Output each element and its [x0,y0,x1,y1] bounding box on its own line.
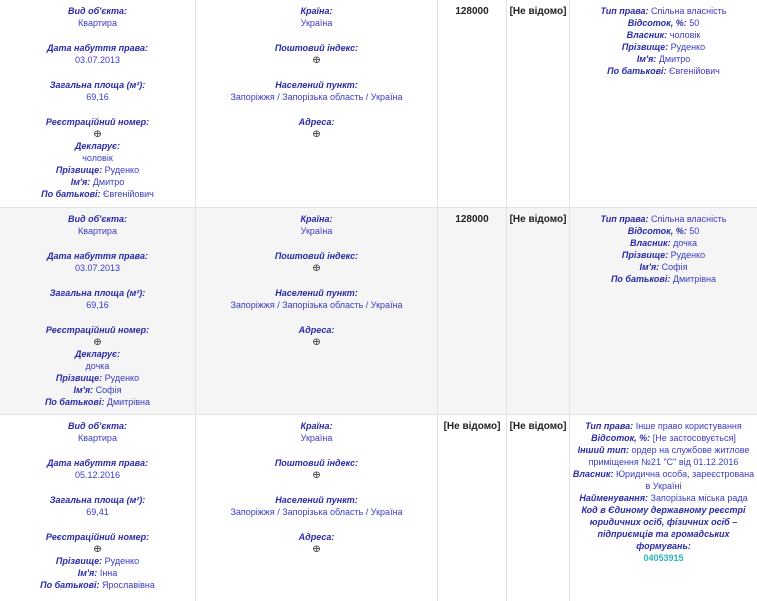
percent-label: Відсоток, %: [627,18,687,28]
surname-value: Руденко [104,556,140,566]
confidential-icon: ⴲ [93,544,102,554]
right-type-value: Спільна власність [651,214,727,224]
patronymic-value: Дмитрівна [672,274,717,284]
percent-label: Відсоток, %: [591,433,651,443]
acq-date-label: Дата набуття права: [47,458,148,468]
country-value: Україна [300,433,333,443]
table-row [0,207,757,415]
area-label: Загальна площа (м²): [49,288,146,298]
acq-date-label: Дата набуття права: [47,251,148,261]
object-cell [0,415,196,601]
name-value: Дмитро [658,54,691,64]
cost2-value: [Не відомо] [509,6,567,17]
address-label: Адреса: [298,117,335,127]
confidential-icon: ⴲ [93,337,102,347]
name-label: Ім'я: [73,385,94,395]
percent-value: 50 [689,226,700,236]
acq-date-label: Дата набуття права: [47,43,148,53]
locality-value: Запоріжжя / Запорізька область / Україна [230,92,403,102]
surname-label: Прізвище: [55,165,103,175]
other-type-value: ордер на службове житлове [631,445,750,455]
area-value: 69,16 [86,92,109,102]
name-label: Ім'я: [636,54,657,64]
address-cell [196,208,438,415]
locality-label: Населений пункт: [275,495,358,505]
percent-value: 50 [689,18,700,28]
address-cell [196,415,438,601]
confidential-icon: ⴲ [312,470,321,480]
owner-value: Юридична особа, зареєстрована [615,469,755,479]
entity-name-value: Запорізька міська рада [650,493,748,503]
area-value: 69,41 [86,507,109,517]
address-cell [196,0,438,207]
object-type-label: Вид об'єкта: [68,214,127,224]
acq-date-value: 03.07.2013 [74,263,121,273]
cost2-cell [507,208,570,415]
cost-cell [438,208,507,415]
object-type-value: Квартира [78,226,117,236]
other-type-value-cont: приміщення №21 "С" від 01.12.2016 [588,457,739,467]
percent-label: Відсоток, %: [627,226,687,236]
postcode-label: Поштовий індекс: [274,251,359,261]
confidential-icon: ⴲ [312,129,321,139]
patronymic-value: Євгенійович [103,189,154,199]
surname-value: Руденко [104,165,140,175]
cost-cell [438,415,507,601]
name-label: Ім'я: [77,568,98,578]
object-type-value: Квартира [78,18,117,28]
confidential-icon: ⴲ [93,129,102,139]
registry-code-label: Код в Єдиному державному реєстрі [581,505,746,515]
declarant-label: Декларує: [74,141,121,151]
address-label: Адреса: [298,325,335,335]
confidential-icon: ⴲ [312,55,321,65]
confidential-icon: ⴲ [312,544,321,554]
cost2-value: [Не відомо] [509,214,567,225]
patronymic-value: Ярославівна [102,580,155,590]
country-label: Країна: [300,421,333,431]
reg-label: Реєстраційний номер: [45,325,150,335]
rights-cell [570,0,757,207]
confidential-icon: ⴲ [312,263,321,273]
owner-label: Власник: [626,30,668,40]
country-value: Україна [300,226,333,236]
object-cell [0,208,196,415]
area-value: 69,16 [86,300,109,310]
country-value: Україна [300,18,333,28]
rights-cell [570,415,757,601]
table-row [0,414,757,601]
postcode-label: Поштовий індекс: [274,43,359,53]
object-type-label: Вид об'єкта: [68,421,127,431]
cost-value: 128000 [455,6,489,17]
right-type-label: Тип права: [600,214,649,224]
right-type-label: Тип права: [585,421,634,431]
locality-value: Запоріжжя / Запорізька область / Україна [230,507,403,517]
owner-value: дочка [673,238,697,248]
locality-label: Населений пункт: [275,80,358,90]
acq-date-value: 03.07.2013 [74,55,121,65]
declarant-value: дочка [85,361,110,371]
name-value: Софія [661,262,688,272]
cost-cell [438,0,507,207]
surname-value: Руденко [104,373,140,383]
percent-value: [Не застосовується] [652,433,736,443]
registry-code-link[interactable]: 04053915 [643,553,684,563]
surname-label: Прізвище: [621,250,669,260]
acq-date-value: 05.12.2016 [74,470,121,480]
object-type-label: Вид об'єкта: [68,6,127,16]
name-value: Інна [99,568,118,578]
owner-value: чоловік [669,30,701,40]
cost2-cell [507,415,570,601]
surname-value: Руденко [670,250,706,260]
patronymic-label: По батькові: [610,274,671,284]
area-label: Загальна площа (м²): [49,80,146,90]
cost-value: [Не відомо] [443,421,501,432]
cost2-value: [Не відомо] [509,421,567,432]
locality-value: Запоріжжя / Запорізька область / Україна [230,300,403,310]
owner-label: Власник: [572,469,614,479]
owner-label: Власник: [629,238,671,248]
object-cell [0,0,196,207]
patronymic-label: По батькові: [44,397,105,407]
entity-name-label: Найменування: [579,493,648,503]
patronymic-value: Дмитрівна [106,397,151,407]
declarant-label: Декларує: [74,349,121,359]
cost-value: 128000 [455,214,489,225]
address-label: Адреса: [298,532,335,542]
surname-label: Прізвище: [55,373,103,383]
reg-label: Реєстраційний номер: [45,532,150,542]
area-label: Загальна площа (м²): [49,495,146,505]
country-label: Країна: [300,214,333,224]
postcode-label: Поштовий індекс: [274,458,359,468]
object-type-value: Квартира [78,433,117,443]
patronymic-label: По батькові: [40,580,100,590]
patronymic-value: Євгенійович [669,66,720,76]
right-type-label: Тип права: [600,6,649,16]
registry-code-label-cont: юридичних осіб, фізичних осіб – [589,517,738,527]
surname-label: Прізвище: [55,556,103,566]
registry-code-label-cont2: підприємців та громадських формувань: [597,529,730,551]
locality-label: Населений пункт: [275,288,358,298]
reg-label: Реєстраційний номер: [45,117,150,127]
right-type-value: Інше право користування [635,421,742,431]
right-type-value: Спільна власність [651,6,727,16]
rights-cell [570,208,757,415]
surname-value: Руденко [670,42,706,52]
owner-value-cont: в Україні [645,481,682,491]
table-row [0,0,757,207]
patronymic-label: По батькові: [607,66,667,76]
declarant-value: чоловік [82,153,113,163]
name-value: Софія [95,385,122,395]
patronymic-label: По батькові: [41,189,101,199]
country-label: Країна: [300,6,333,16]
name-label: Ім'я: [639,262,660,272]
surname-label: Прізвище: [621,42,669,52]
name-label: Ім'я: [70,177,91,187]
other-type-label: Інший тип: [577,445,630,455]
cost2-cell [507,0,570,207]
confidential-icon: ⴲ [312,337,321,347]
name-value: Дмитро [92,177,125,187]
